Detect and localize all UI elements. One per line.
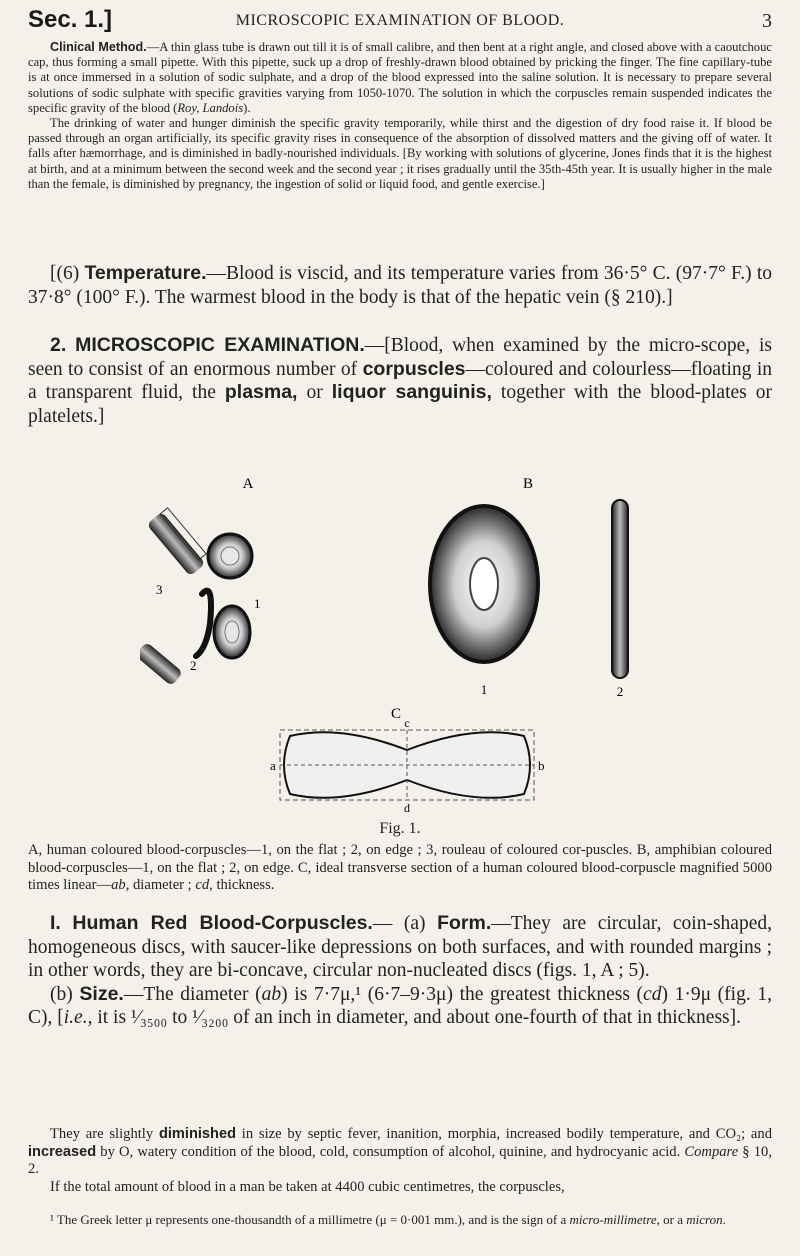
running-head: MICROSCOPIC EXAMINATION OF BLOOD. — [235, 12, 565, 29]
figure-label: Fig. 1. — [379, 820, 421, 837]
label-a: a — [270, 758, 276, 773]
figure-caption: A, human coloured blood-corpuscles—1, on the flat ; 2, on edge ; 3, rouleau of coloured cor-puscles. B, amphibian coloured blood-corpuscles—1, on the flat ; 2, on edge. C, ideal transverse section of a human coloured blood-corpuscle magnified 5000 times linear—ab, diameter ; cd, thickness. — [28, 842, 772, 893]
label-A2: 2 — [190, 658, 197, 673]
label-C: C — [390, 706, 402, 722]
red-corpuscles-heading: Human Red Blood-Corpuscles. — [72, 912, 373, 934]
microscopic-heading: MICROSCOPIC EXAMINATION. — [75, 334, 365, 356]
label-B: B — [522, 476, 534, 492]
human-corpuscle-edge — [196, 591, 211, 656]
label-B1: 1 — [480, 682, 488, 697]
label-A3: 3 — [156, 582, 163, 597]
rouleau-of-corpuscles — [146, 508, 206, 577]
specific-gravity-paragraph: The drinking of water and hunger diminish the specific gravity temporarily, while thirst and the digestion of dry food raise it. If blood be passed through an organ artificially, its specific gravity rises in consequence of the absorption of dissolved matters and the giving off of water. It falls after hæmorrhage, and is diminished in badly-nourished individuals. [By working with solutions of glycerine, Jones finds that it is the highest at birth, and at a minimum between the second week and the second year ; it rises gradually until the 35th-45th year. It is usually higher in the male than the female, is diminished by pregnancy, the ingestion of solid or liquid food, and gentle exercise.] — [28, 116, 772, 191]
corpuscle-cross-section — [280, 730, 534, 800]
section-label: Sec. 1.] — [28, 6, 113, 33]
label-b: b — [538, 758, 545, 773]
amphibian-corpuscle-edge — [612, 500, 628, 678]
clinical-method-block — [28, 40, 772, 192]
red-corpuscles-block: I. Human Red Blood-Corpuscles.— (a) Form.—They are circular, coin-shaped, homogeneous discs, with saucer-like depressions on both surfaces, and with rounded margins ; in other words, they are bi-concave, circular non-nucleated discs (figs. 1, A ; 5). (b) Size.—The diameter (ab) is 7·7μ,¹ (6·7–9·3μ) the greatest thickness (cd) 1·9μ (fig. 1, C), [i.e., it is ¹⁄₃₅₀₀ to ¹⁄₃₂₀₀ of an inch in diameter, and about one-fourth of that in thickness]. — [28, 912, 772, 1028]
page-header — [28, 6, 772, 38]
figure-blood-corpuscles — [140, 474, 660, 814]
label-A1: 1 — [254, 596, 261, 611]
clinical-heading: Clinical Method. — [50, 40, 147, 54]
temperature-heading: Temperature. — [84, 262, 207, 284]
temperature-block: [(6) Temperature.—Blood is viscid, and its temperature varies from 36·5° C. (97·7° F.) to 37·8° (100° F.). The warmest blood in the body is that of the hepatic vein (§ 210).] — [28, 262, 772, 308]
label-d: d — [404, 801, 410, 814]
footnote: ¹ The Greek letter μ represents one-thousandth of a millimetre (μ = 0·001 mm.), and is the sign of a micro-millimetre, or a micron. — [50, 1212, 726, 1227]
label-A: A — [242, 476, 254, 492]
page-number: 3 — [762, 10, 772, 32]
label-B2: 2 — [616, 684, 624, 699]
clinical-paragraph: Clinical Method.—A thin glass tube is drawn out till it is of small calibre, and then bent at a right angle, and closed above with a caoutchouc cap, thus forming a small pipette. With this pipette, suck up a drop of freshly-drawn blood obtained by pricking the finger. The fine capillary-tube is at once immersed in a solution of sodic sulphate, and a drop of the blood expressed into the saline solution. It is necessary to prepare several solutions of sodic sulphate with specific gravities varying from 1050-1070. The solution in which the corpuscles remain suspended indicates the specific gravity of the blood (Roy, Landois). — [28, 40, 772, 115]
label-c: c — [404, 716, 410, 730]
blood-corpuscle-illustration — [140, 474, 660, 814]
microscopic-block: 2. MICROSCOPIC EXAMINATION.—[Blood, when examined by the micro-scope, is seen to consist of an enormous number of corpuscles—coloured and colourless—floating in a transparent fluid, the plasma, or liquor sanguinis, together with the blood-plates or platelets.] — [28, 334, 772, 427]
size-variation-block: They are slightly diminished in size by septic fever, inanition, morphia, increased bodily temperature, and CO₂; and increased by O, watery condition of the blood, cold, consumption of alcohol, quinine, and hydrocyanic acid. Compare § 10, 2. If the total amount of blood in a man be taken at 4400 cubic centimetres, the corpuscles, — [28, 1126, 772, 1195]
